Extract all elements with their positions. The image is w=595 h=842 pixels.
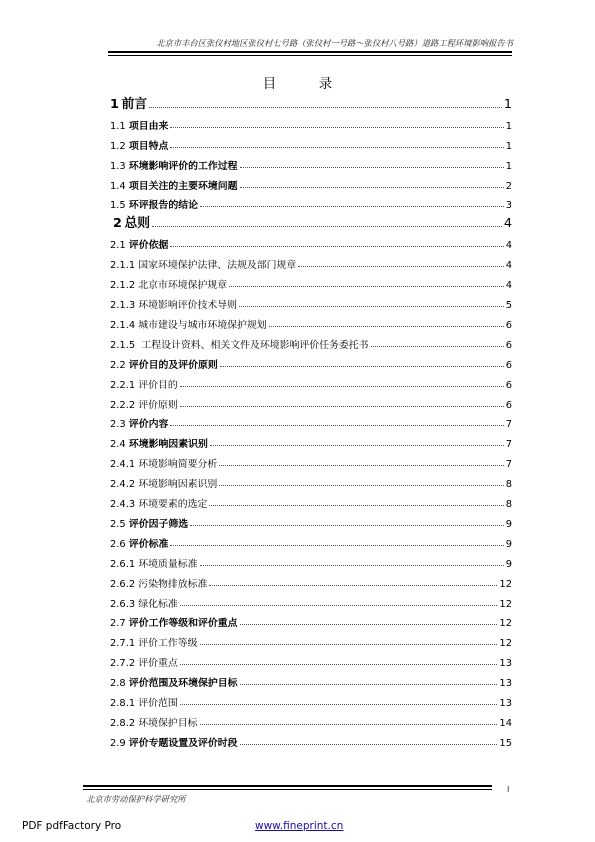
- toc-entry-label: [110, 476, 217, 490]
- toc-title: [0, 72, 595, 92]
- toc-entry-title: 评价工作等级和评价重点: [128, 618, 238, 630]
- toc-entry-label: [110, 257, 296, 271]
- toc-entry-title: 项目特点: [128, 140, 169, 152]
- toc-entry[interactable]: [110, 291, 512, 311]
- toc-entry[interactable]: [110, 172, 512, 192]
- toc-entry-title: 评价范围: [138, 698, 178, 710]
- toc-entry-number: 2.4: [110, 439, 126, 451]
- toc-entry-title: 评价因子筛选: [128, 518, 189, 530]
- toc-entry[interactable]: [110, 211, 512, 231]
- toc-entry-label: [110, 416, 168, 430]
- toc-entry-label: [110, 715, 198, 729]
- toc-entry-page: 4: [505, 280, 512, 292]
- toc-entry-title: 评价原则: [138, 399, 178, 411]
- toc-dot-leader: [240, 684, 498, 685]
- toc-entry[interactable]: [110, 92, 512, 112]
- toc-entry-page: 12: [499, 638, 512, 650]
- toc-entry-number: 1.3: [110, 160, 126, 172]
- toc-dot-leader: [200, 644, 498, 645]
- toc-dot-leader: [240, 187, 504, 188]
- toc-entry-page: 12: [499, 618, 512, 630]
- toc-entry-label: [110, 118, 168, 132]
- toc-entry-page: 13: [499, 658, 512, 670]
- toc-entry-number: 2.1.3: [110, 299, 136, 311]
- toc-entry-number: 2.8.2: [110, 718, 136, 729]
- toc-entry-label: [110, 735, 238, 749]
- toc-entry[interactable]: [110, 112, 512, 132]
- toc-entry-label: [110, 277, 227, 291]
- toc-entry[interactable]: [110, 311, 512, 331]
- toc-entry-page: 14: [499, 718, 512, 729]
- toc-entry-title: 环境影响因素识别: [128, 439, 208, 451]
- toc-entry[interactable]: [110, 331, 512, 351]
- toc-entry-page: 3: [505, 200, 512, 212]
- toc-entry-number: 2.8.1: [110, 698, 136, 710]
- toc-entry-title: 绿化标准: [138, 598, 178, 610]
- toc-entry-number: 2.2: [110, 359, 126, 371]
- toc-entry-label: [110, 536, 168, 550]
- running-header: 北京市丰台区张仪村地区张仪村七号路（张仪村一号路～张仪村八号路）道路工程环境影响报告书: [156, 38, 513, 48]
- toc-entry-number: 1.4: [110, 180, 126, 192]
- toc-entry-number: 2.7.1: [110, 638, 136, 650]
- toc-entry-number: 1.2: [110, 140, 126, 152]
- toc-entry-number: 2.1.4: [110, 319, 136, 331]
- toc-dot-leader: [149, 107, 502, 108]
- toc-dot-leader: [240, 167, 504, 168]
- toc-entry[interactable]: [110, 590, 512, 610]
- toc-entry-label: [110, 212, 150, 231]
- toc-dot-leader: [180, 704, 498, 705]
- toc-entry-title: 评价内容: [128, 419, 169, 431]
- toc-dot-leader: [209, 505, 503, 506]
- toc-entry-label: [110, 158, 238, 172]
- toc-entry[interactable]: [110, 629, 512, 649]
- toc-entry-label: [110, 397, 178, 411]
- toc-dot-leader: [180, 605, 498, 606]
- toc-entry-label: [110, 596, 178, 610]
- toc-entry[interactable]: [110, 550, 512, 570]
- toc-entry-label: [110, 675, 238, 689]
- toc-entry-page: 5: [505, 299, 512, 311]
- toc-entry-number: 2.4.3: [110, 499, 136, 511]
- toc-entry-page: 9: [505, 518, 512, 530]
- toc-entry-label: [110, 615, 238, 629]
- toc-entry-number: 1: [110, 96, 119, 112]
- toc-entry[interactable]: [110, 649, 512, 669]
- toc-entry-page: 12: [499, 598, 512, 610]
- toc-entry-number: 2.7: [110, 618, 126, 630]
- toc-dot-leader: [240, 744, 498, 745]
- toc-entry-page: 15: [499, 737, 512, 749]
- toc-entry-label: [110, 635, 198, 649]
- toc-entry-label: [110, 297, 237, 311]
- toc-entry[interactable]: [110, 510, 512, 530]
- fineprint-link[interactable]: www.fineprint.cn: [255, 820, 344, 832]
- toc-entry-label: [110, 655, 178, 669]
- toc-entry[interactable]: [110, 231, 512, 251]
- toc-entry[interactable]: [110, 709, 512, 729]
- toc-entry-number: 2: [113, 216, 122, 232]
- toc-dot-leader: [219, 465, 503, 466]
- toc-entry-label: [110, 436, 208, 450]
- toc-entry-number: 2.4.2: [110, 479, 136, 491]
- toc-entry-title: 评价标准: [128, 538, 169, 550]
- toc-entry-label: [110, 317, 267, 331]
- toc-entry-label: [110, 357, 218, 371]
- toc-entry[interactable]: [110, 729, 512, 749]
- toc-entry-title: 评价专题设置及评价时段: [128, 737, 238, 749]
- toc-entry-title: 评价依据: [128, 240, 169, 252]
- toc-entry-label: [110, 93, 147, 112]
- toc-entry-label: [110, 138, 168, 152]
- toc-dot-leader: [220, 366, 504, 367]
- toc-entry-label: [110, 456, 217, 470]
- footer-institution: 北京市劳动保护科学研究所: [86, 794, 186, 804]
- toc-entry-number: 2.4.1: [110, 459, 136, 471]
- toc-entry-page: 4: [505, 260, 512, 272]
- toc-entry-label: [110, 178, 238, 192]
- toc-entry-number: 2.6: [110, 538, 126, 550]
- toc-entry-number: 2.6.1: [110, 558, 136, 570]
- toc-dot-leader: [170, 246, 503, 247]
- toc-entry[interactable]: [110, 610, 512, 630]
- toc-entry-title: 总则: [124, 216, 151, 232]
- toc-entry-page: 1: [505, 140, 512, 152]
- toc-dot-leader: [219, 485, 503, 486]
- toc-entry-label: [110, 197, 198, 211]
- toc-dot-leader: [200, 565, 504, 566]
- toc-entry-title: 评价目的: [138, 379, 178, 391]
- toc-entry-title: 评价工作等级: [138, 638, 198, 650]
- toc-entry-page: 2: [505, 180, 512, 192]
- toc-entry[interactable]: [110, 530, 512, 550]
- toc-entry-number: 2.1.2: [110, 280, 136, 292]
- toc-entry[interactable]: [110, 490, 512, 510]
- toc-entry-number: 2.6.3: [110, 598, 136, 610]
- toc-entry-number: 1.5: [110, 200, 126, 212]
- toc-entry-page: 1: [505, 160, 512, 172]
- toc-entry-number: 2.1: [110, 240, 126, 252]
- toc-entry-title: 项目关注的主要环境问题: [128, 180, 238, 192]
- toc-entry-page: 7: [505, 419, 512, 431]
- toc-dot-leader: [200, 206, 504, 207]
- toc-entry-page: 6: [505, 339, 512, 351]
- toc-entry-title: 前言: [121, 96, 148, 112]
- toc-entry-title: 北京市环境保护规章: [138, 280, 228, 292]
- toc-dot-leader: [209, 585, 497, 586]
- toc-entry[interactable]: [110, 430, 512, 450]
- toc-entry-number: 2.1.1: [110, 260, 136, 272]
- toc-entry-title: 工程设计资料、相关文件及环境影响评价任务委托书: [141, 339, 369, 351]
- pdf-producer-label: PDF pdfFactory Pro: [22, 820, 122, 832]
- toc-list: [110, 92, 512, 749]
- toc-dot-leader: [170, 425, 503, 426]
- toc-dot-leader: [152, 226, 502, 227]
- toc-entry-page: 12: [499, 578, 512, 590]
- toc-entry-title: 评价范围及环境保护目标: [128, 678, 238, 690]
- toc-entry-page: 4: [503, 216, 512, 232]
- toc-entry-title: 环境保护目标: [138, 718, 198, 729]
- toc-entry-number: 2.7.2: [110, 658, 136, 670]
- toc-entry[interactable]: [110, 152, 512, 172]
- toc-entry-label: [110, 516, 188, 530]
- footer-rule-thin: [83, 789, 492, 790]
- toc-entry-number: 2.6.2: [110, 578, 136, 590]
- page-number: I: [507, 785, 510, 794]
- toc-entry-title: 评价重点: [138, 658, 178, 670]
- toc-entry[interactable]: [110, 132, 512, 152]
- toc-entry-number: 2.1.5: [110, 339, 139, 351]
- toc-dot-leader: [180, 386, 504, 387]
- toc-dot-leader: [170, 545, 503, 546]
- toc-entry[interactable]: [110, 391, 512, 411]
- toc-entry-title: 环境影响因素识别: [138, 479, 218, 491]
- toc-dot-leader: [371, 346, 504, 347]
- toc-dot-leader: [269, 326, 504, 327]
- toc-entry-title: 环境影响评价的工作过程: [128, 160, 238, 172]
- toc-entry-number: 2.2.2: [110, 399, 136, 411]
- toc-entry-number: 1.1: [110, 120, 126, 132]
- toc-entry-page: 4: [505, 240, 512, 252]
- toc-entry-page: 8: [505, 499, 512, 511]
- toc-dot-leader: [229, 286, 504, 287]
- toc-dot-leader: [200, 724, 498, 725]
- toc-entry[interactable]: [110, 450, 512, 470]
- toc-entry[interactable]: [110, 192, 512, 212]
- toc-entry-label: [110, 237, 168, 251]
- header-rule-thin: [108, 55, 512, 56]
- toc-entry-title: 污染物排放标准: [138, 578, 208, 590]
- toc-entry[interactable]: [110, 570, 512, 590]
- toc-entry-number: 2.9: [110, 737, 126, 749]
- toc-entry-title: 国家环境保护法律、法规及部门规章: [138, 260, 297, 272]
- toc-entry[interactable]: [110, 669, 512, 689]
- toc-entry[interactable]: [110, 371, 512, 391]
- toc-dot-leader: [298, 266, 503, 267]
- toc-dot-leader: [210, 445, 504, 446]
- toc-dot-leader: [180, 664, 498, 665]
- toc-entry[interactable]: [110, 351, 512, 371]
- toc-entry-title: 环境影响简要分析: [138, 459, 218, 471]
- toc-entry[interactable]: [110, 411, 512, 431]
- toc-dot-leader: [239, 306, 504, 307]
- toc-entry-number: 2.5: [110, 518, 126, 530]
- toc-entry-page: 6: [505, 399, 512, 411]
- toc-entry-page: 6: [505, 379, 512, 391]
- toc-entry-page: 8: [505, 479, 512, 491]
- toc-entry-page: 7: [505, 459, 512, 471]
- toc-entry-page: 1: [503, 96, 512, 112]
- toc-entry-label: [110, 695, 178, 709]
- toc-dot-leader: [180, 406, 504, 407]
- toc-entry-title: 环境影响评价技术导则: [138, 299, 238, 311]
- toc-entry-number: 2.8: [110, 678, 126, 690]
- toc-entry-number: 2.3: [110, 419, 126, 431]
- toc-entry-page: 13: [499, 698, 512, 710]
- toc-entry-page: 13: [499, 678, 512, 690]
- toc-entry-label: [110, 496, 207, 510]
- toc-dot-leader: [170, 127, 503, 128]
- toc-entry-title: 环境质量标准: [138, 558, 198, 570]
- toc-entry-label: [110, 576, 207, 590]
- toc-entry-title: 项目由来: [128, 120, 169, 132]
- toc-entry-page: 1: [505, 120, 512, 132]
- toc-dot-leader: [190, 525, 504, 526]
- toc-entry[interactable]: [110, 271, 512, 291]
- toc-entry-title: 环评报告的结论: [128, 200, 198, 212]
- toc-entry-page: 6: [505, 359, 512, 371]
- footer-rule: [83, 785, 492, 787]
- toc-entry-title: 评价目的及评价原则: [128, 359, 218, 371]
- toc-entry-page: 9: [505, 538, 512, 550]
- toc-title-char-2: 录: [318, 76, 333, 92]
- toc-entry-page: 9: [505, 558, 512, 570]
- toc-dot-leader: [170, 147, 503, 148]
- toc-entry-title: 城市建设与城市环境保护规划: [138, 319, 267, 331]
- header-rule: [108, 51, 512, 53]
- toc-dot-leader: [240, 624, 498, 625]
- toc-entry-number: 2.2.1: [110, 379, 136, 391]
- toc-entry-page: 6: [505, 319, 512, 331]
- toc-title-char-1: 目: [262, 76, 277, 92]
- toc-entry-label: [110, 556, 198, 570]
- toc-entry[interactable]: [110, 470, 512, 490]
- toc-entry-page: 7: [505, 439, 512, 451]
- toc-entry[interactable]: [110, 689, 512, 709]
- toc-entry-label: [110, 337, 369, 351]
- toc-entry-title: 环境要素的选定: [138, 499, 208, 511]
- toc-entry-label: [110, 377, 178, 391]
- toc-entry[interactable]: [110, 251, 512, 271]
